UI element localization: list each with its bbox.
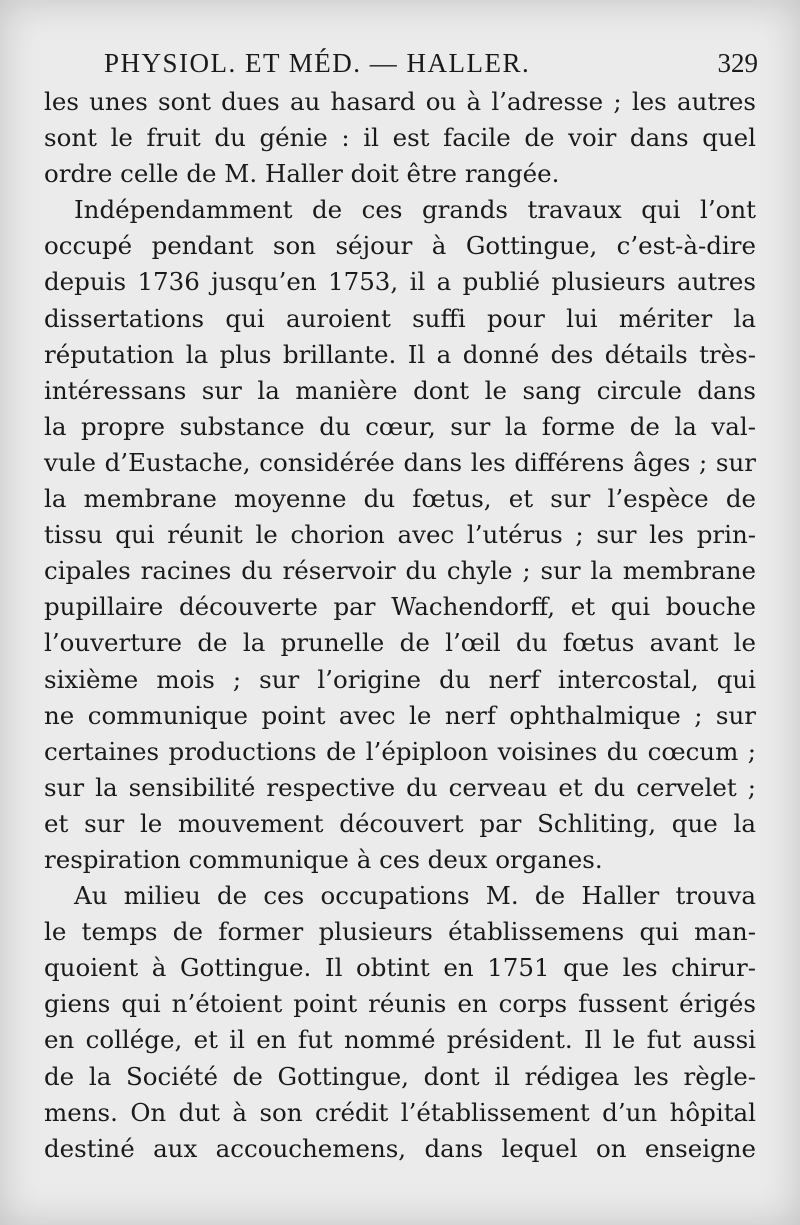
text-line: certaines productions de l’épiploon voisines du cœcum ; <box>44 736 756 766</box>
text-line: vule d’Eustache, considérée dans les différens âges ; sur <box>44 447 756 477</box>
text-line: occupé pendant son séjour à Gottingue, c’est-à-dire <box>44 231 756 261</box>
text-line: sixième mois ; sur l’origine du nerf intercostal, qui <box>44 664 756 694</box>
text-line: en collége, et il en fut nommé président. Il le fut aussi <box>44 1025 756 1055</box>
body-text <box>44 84 756 1167</box>
text-line: depuis 1736 jusqu’en 1753, il a publié plusieurs autres <box>44 267 756 297</box>
text-line: tissu qui réunit le chorion avec l’utérus ; sur les prin- <box>44 520 756 550</box>
text-line: ne communique point avec le nerf ophthalmique ; sur <box>44 700 756 730</box>
text-line: ordre celle de M. Haller doit être rangée. <box>44 159 560 189</box>
text-line: mens. On dut à son crédit l’établissement d’un hôpital <box>44 1097 756 1127</box>
text-line: destiné aux accouchemens, dans lequel on enseigne <box>44 1133 756 1163</box>
text-line: de la Société de Gottingue, dont il rédigea les règle- <box>44 1061 756 1091</box>
text-line: Indépendamment de ces grands travaux qui l’ont <box>74 195 756 225</box>
text-line: Au milieu de ces occupations M. de Haller trouva <box>74 881 756 911</box>
text-line: la membrane moyenne du fœtus, et sur l’espèce de <box>44 484 756 514</box>
page-number: 329 <box>717 48 758 78</box>
text-line: et sur le mouvement découvert par Schliting, que la <box>44 808 756 838</box>
text-line: sur la sensibilité respective du cerveau et du cervelet ; <box>44 772 756 802</box>
text-line: pupillaire découverte par Wachendorff, et qui bouche <box>44 592 756 622</box>
page-header <box>100 48 760 88</box>
text-line: l’ouverture de la prunelle de l’œil du fœtus avant le <box>44 628 756 658</box>
running-title: PHYSIOL. ET MÉD. — HALLER. <box>104 48 531 78</box>
text-line: dissertations qui auroient suffi pour lui mériter la <box>44 303 756 333</box>
text-line: quoient à Gottingue. Il obtint en 1751 que les chirur- <box>44 953 756 983</box>
text-line: cipales racines du réservoir du chyle ; sur la membrane <box>44 556 756 586</box>
text-line: intéressans sur la manière dont le sang circule dans <box>44 375 756 405</box>
text-line: respiration communique à ces deux organes. <box>44 844 603 874</box>
text-line: la propre substance du cœur, sur la forme de la val- <box>44 411 756 441</box>
text-line: le temps de former plusieurs établissemens qui man- <box>44 917 756 947</box>
text-line: sont le fruit du génie : il est facile de voir dans quel <box>44 123 756 153</box>
text-line: réputation la plus brillante. Il a donné des détails très- <box>44 339 756 369</box>
text-line: les unes sont dues au hasard ou à l’adresse ; les autres <box>44 87 756 116</box>
text-line: giens qui n’étoient point réunis en corps fussent érigés <box>44 989 756 1019</box>
